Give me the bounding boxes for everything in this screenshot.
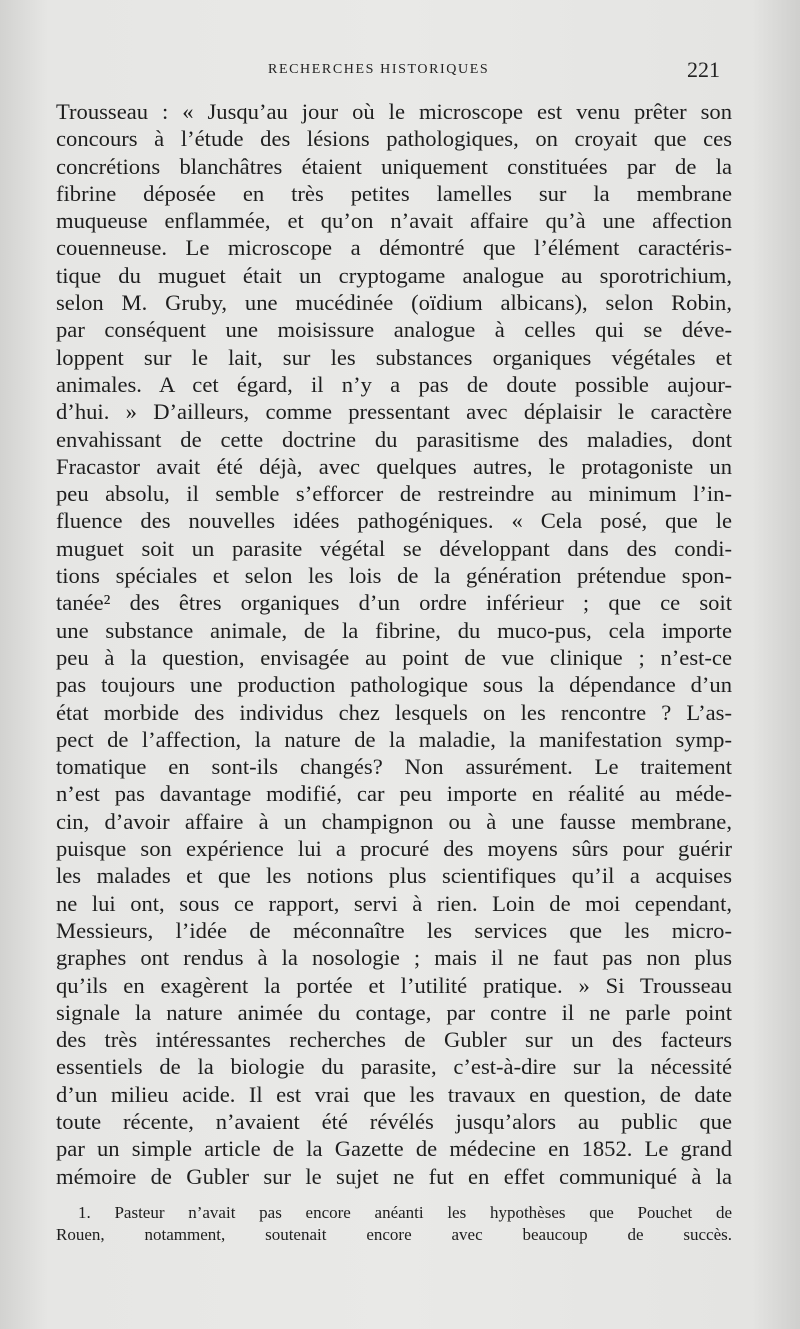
footnote-line: 1. Pasteur n’avait pas encore anéanti les hypothèses que Pouchet de	[78, 1203, 732, 1222]
text-line: tique du muguet était un cryptogame analogue au sporotrichium,	[56, 262, 732, 288]
text-line: tanée² des êtres organiques d’un ordre inférieur ; que ce soit	[56, 590, 732, 616]
text-line: tomatique en sont-ils changés? Non assurément. Le traitement	[56, 754, 732, 780]
text-line: muqueuse enflammée, et qu’on n’avait affaire qu’à une affection	[56, 208, 732, 234]
text-line: peu absolu, il semble s’efforcer de restreindre au minimum l’in-	[56, 481, 732, 507]
text-line: Fracastor avait été déjà, avec quelques autres, le protagoniste un	[56, 453, 732, 479]
text-line: tions spéciales et selon les lois de la génération prétendue spon-	[56, 563, 732, 589]
text-line: d’un milieu acide. Il est vrai que les travaux en question, de date	[56, 1081, 732, 1107]
text-line: concrétions blanchâtres étaient uniquement constituées par de la	[56, 153, 732, 179]
text-line: fibrine déposée en très petites lamelles sur la membrane	[56, 180, 732, 206]
running-title: RECHERCHES HISTORIQUES	[268, 62, 490, 77]
text-line: état morbide des individus chez lesquels on les rencontre ? L’as-	[56, 699, 732, 725]
page-number: 221	[687, 57, 720, 82]
text-line: des très intéressantes recherches de Gubler sur un des facteurs	[56, 1027, 732, 1053]
text-line: animales. A cet égard, il n’y a pas de doute possible aujour-	[56, 371, 732, 397]
text-line: muguet soit un parasite végétal se développant dans des condi-	[56, 535, 732, 561]
text-line: pas toujours une production pathologique sous la dépendance d’un	[56, 672, 732, 698]
text-line: toute récente, n’avaient été révélés jusqu’alors au public que	[56, 1108, 732, 1134]
text-line: couenneuse. Le microscope a démontré que l’élément caractéris-	[56, 235, 732, 261]
text-line: loppent sur le lait, sur les substances organiques végétales et	[56, 344, 732, 370]
text-line: d’hui. » D’ailleurs, comme pressentant avec déplaisir le caractère	[56, 399, 732, 425]
text-line: cin, d’avoir affaire à un champignon ou à une fausse membrane,	[56, 808, 732, 834]
body-text	[56, 98, 732, 1190]
text-line: par un simple article de la Gazette de médecine en 1852. Le grand	[56, 1136, 732, 1162]
text-line: pect de l’affection, la nature de la maladie, la manifestation symp-	[56, 726, 732, 752]
text-line: signale la nature animée du contage, par contre il ne parle point	[56, 999, 732, 1025]
page-header	[0, 58, 800, 88]
text-line: fluence des nouvelles idées pathogéniques. « Cela posé, que le	[56, 508, 732, 534]
text-line: envahissant de cette doctrine du parasitisme des maladies, dont	[56, 426, 732, 452]
text-line: puisque son expérience lui a procuré des moyens sûrs pour guérir	[56, 836, 732, 862]
text-line: essentiels de la biologie du parasite, c’est-à-dire sur la nécessité	[56, 1054, 732, 1080]
text-line: n’est pas davantage modifié, car peu importe en réalité au méde-	[56, 781, 732, 807]
text-line: qu’ils en exagèrent la portée et l’utilité pratique. » Si Trousseau	[56, 972, 732, 998]
text-line: peu à la question, envisagée au point de vue clinique ; n’est-ce	[56, 644, 732, 670]
text-line: ne lui ont, sous ce rapport, servi à rien. Loin de moi cependant,	[56, 890, 732, 916]
text-line: Trousseau : « Jusqu’au jour où le microscope est venu prêter son	[56, 99, 732, 124]
text-line: mémoire de Gubler sur le sujet ne fut en effet communiqué à la	[56, 1163, 732, 1189]
footnote-line: Rouen, notamment, soutenait encore avec beaucoup de succès.	[56, 1225, 732, 1244]
text-line: les malades et que les notions plus scientifiques qu’il a acquises	[56, 863, 732, 889]
text-line: Messieurs, l’idée de méconnaître les services que les micro-	[56, 917, 732, 943]
text-line: graphes ont rendus à la nosologie ; mais il ne faut pas non plus	[56, 945, 732, 971]
text-line: selon M. Gruby, une mucédinée (oïdium albicans), selon Robin,	[56, 290, 732, 316]
text-line: concours à l’étude des lésions pathologiques, on croyait que ces	[56, 126, 732, 152]
text-line: une substance animale, de la fibrine, du muco-pus, cela importe	[56, 617, 732, 643]
footnote	[56, 1202, 732, 1246]
text-line: par conséquent une moisissure analogue à celles qui se déve-	[56, 317, 732, 343]
